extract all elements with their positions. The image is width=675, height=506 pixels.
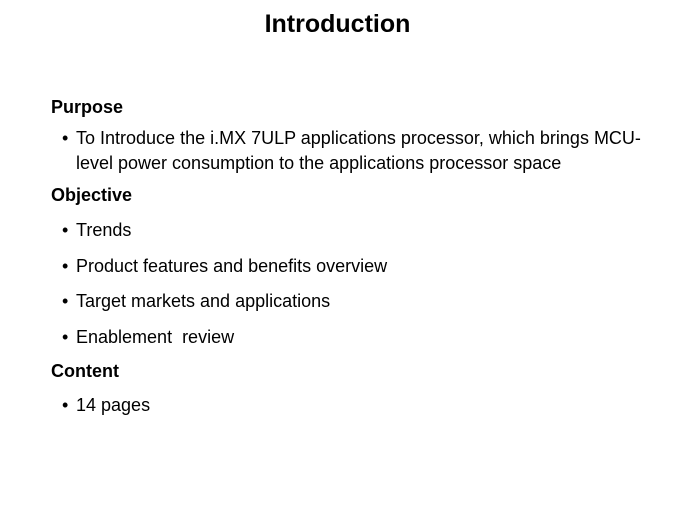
bullet-icon: •	[62, 395, 69, 415]
bullet-text: Trends	[76, 220, 132, 240]
bullet-icon: •	[62, 220, 69, 240]
objective-bullet-list	[51, 218, 641, 349]
slide-title: Introduction	[264, 10, 411, 38]
list-item	[51, 325, 641, 350]
bullet-text: Product features and benefits overview	[76, 255, 388, 276]
bullet-icon: •	[62, 128, 69, 148]
bullet-text: Target markets and applications	[76, 291, 331, 311]
bullet-text: 14 pages	[76, 395, 151, 415]
slide-body	[51, 96, 641, 418]
section-heading-objective: Objective	[51, 185, 133, 205]
list-item	[51, 254, 641, 279]
list-item	[51, 289, 641, 314]
list-item	[51, 393, 641, 418]
section-heading-content: Content	[51, 361, 119, 381]
section-heading-purpose: Purpose	[51, 97, 124, 117]
bullet-icon: •	[62, 291, 69, 311]
content-bullet-list	[51, 393, 641, 418]
bullet-icon: •	[62, 255, 69, 276]
bullet-text: To Introduce the i.MX 7ULP applications processor, which brings MCU-level power consumption to the applications processor space	[76, 128, 641, 173]
list-item	[51, 218, 641, 243]
bullet-text: Enablement review	[76, 326, 235, 347]
purpose-bullet-list	[51, 126, 641, 175]
bullet-icon: •	[62, 326, 69, 347]
list-item	[51, 126, 641, 175]
